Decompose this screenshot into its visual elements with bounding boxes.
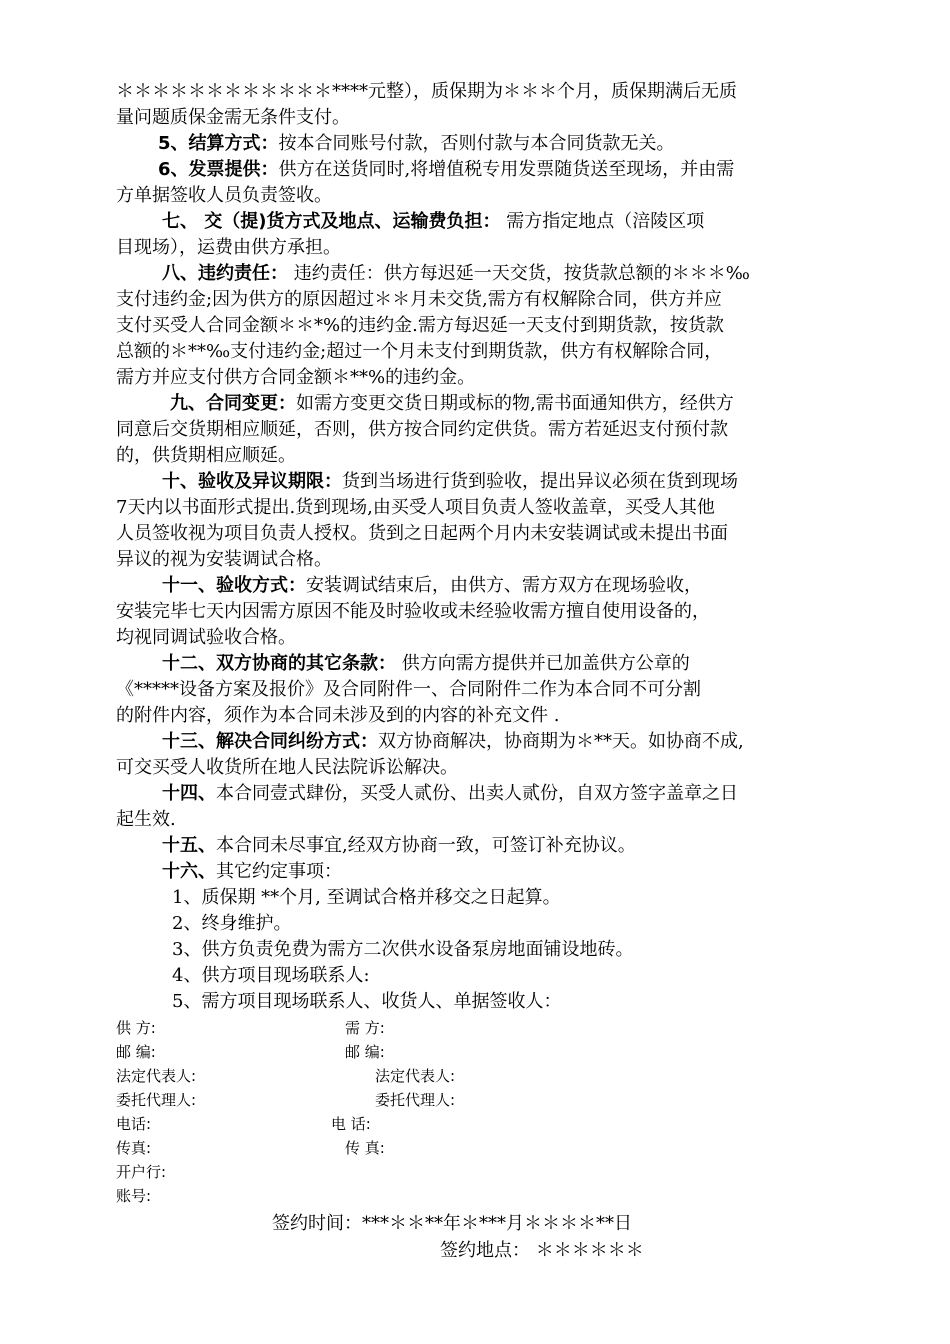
list-item: 3、供方负责免费为需方二次供水设备泵房地面铺设地砖。 [172,939,634,960]
account-label: 账号: [116,1187,152,1205]
supplier-label: 供 方: [116,1019,156,1037]
text-line: 安装完毕七天内因需方原因不能及时验收或未经验收需方擅自使用设备的， [116,601,710,622]
clause-16-other: 十六、其它约定事项： [162,861,342,882]
text-line: 支付违约金;因为供方的原因超过＊＊月未交货,需方有权解除合同，供方并应 [116,289,722,310]
list-item: 2、终身维护。 [172,913,292,934]
clause-8-liability: 八、违约责任： 违约责任：供方每迟延一天交货，按货款总额的＊＊＊‰ [162,263,750,284]
text-line: 《*****设备方案及报价》及合同附件一、合同附件二作为本合同不可分割 [116,679,701,700]
text-line: 的附件内容，须作为本合同未涉及到的内容的补充文件 . [116,705,560,726]
text-line: 起生效. [116,809,176,830]
text-line: 人员签收视为项目负责人授权。货到之日起两个月内未安装调试或未提出书面 [116,523,728,544]
list-item: 5、需方项目现场联系人、收货人、单据签收人： [172,991,562,1012]
supplier-postcode-label: 邮 编: [116,1043,156,1061]
text-line: 的，供货期相应顺延。 [116,445,296,466]
signing-time: 签约时间：***＊＊**年＊***月＊＊＊＊**日 [272,1213,632,1234]
bank-label: 开户行: [116,1163,167,1181]
buyer-fax-label: 传 真: [345,1139,385,1157]
text-line: 可交买受人收货所在地人民法院诉讼解决。 [116,757,458,778]
buyer-postcode-label: 邮 编: [345,1043,385,1061]
clause-14-copies: 十四、本合同壹式肆份，买受人贰份、出卖人贰份，自双方签字盖章之日 [162,783,738,804]
clause-13-dispute: 十三、解决合同纠纷方式：双方协商解决，协商期为＊**天。如协商不成, [162,731,744,752]
text-line: 异议的视为安装调试合格。 [116,549,332,570]
supplier-phone-label: 电话: [116,1115,152,1133]
clause-11-acceptance-method: 十一、验收方式：安装调试结束后，由供方、需方双方在现场验收， [162,575,702,596]
text-line: 同意后交货期相应顺延，否则，供方按合同约定供货。需方若延迟支付预付款 [116,419,728,440]
buyer-agent-label: 委托代理人: [375,1091,456,1109]
supplier-legal-rep-label: 法定代表人: [116,1067,197,1085]
buyer-label: 需 方: [345,1019,385,1037]
text-line: ＊＊＊＊＊＊＊＊＊＊＊＊****元整），质保期为＊＊＊个月，质保期满后无质 [116,81,737,102]
list-item: 4、供方项目现场联系人: [172,965,370,986]
signing-place: 签约地点： ＊＊＊＊＊＊ [440,1240,644,1261]
text-line: 总额的＊**‰支付违约金;超过一个月未支付到期货款，供方有权解除合同， [116,341,723,362]
clause-6-invoice: 6、发票提供：供方在送货同时,将增值税专用发票随货送至现场，并由需 [158,159,735,180]
clause-12-other-terms: 十二、双方协商的其它条款： 供方向需方提供并已加盖供方公章的 [162,653,690,674]
clause-5-settlement: 5、结算方式：按本合同账号付款，否则付款与本合同货款无关。 [158,133,675,154]
text-line: 7天内以书面形式提出.货到现场,由买受人项目负责人签收盖章，买受人其他 [116,497,715,518]
supplier-fax-label: 传真: [116,1139,152,1157]
clause-10-acceptance-period: 十、验收及异议期限：货到当场进行货到验收，提出异议必须在货到现场 [162,471,738,492]
text-line: 需方并应支付供方合同金额＊**%的违约金。 [116,367,476,388]
clause-15-supplement: 十五、本合同未尽事宜,经双方协商一致，可签订补充协议。 [162,835,636,856]
clause-7-delivery: 七、 交（提)货方式及地点、运输费负担： 需方指定地点（涪陵区项 [162,211,705,232]
text-line: 量问题质保金需无条件支付。 [116,107,350,128]
clause-9-change: 九、合同变更：如需方变更交货日期或标的物,需书面通知供方，经供方 [170,393,734,414]
buyer-legal-rep-label: 法定代表人: [375,1067,456,1085]
text-line: 方单据签收人员负责签收。 [116,185,332,206]
buyer-phone-label: 电 话: [331,1115,371,1133]
supplier-agent-label: 委托代理人: [116,1091,197,1109]
text-line: 目现场），运费由供方承担。 [116,237,341,258]
list-item: 1、质保期 **个月, 至调试合格并移交之日起算。 [172,887,561,908]
text-line: 均视同调试验收合格。 [116,627,296,648]
text-line: 支付买受人合同金额＊＊*%的违约金.需方每迟延一天支付到期货款，按货款 [116,315,724,336]
